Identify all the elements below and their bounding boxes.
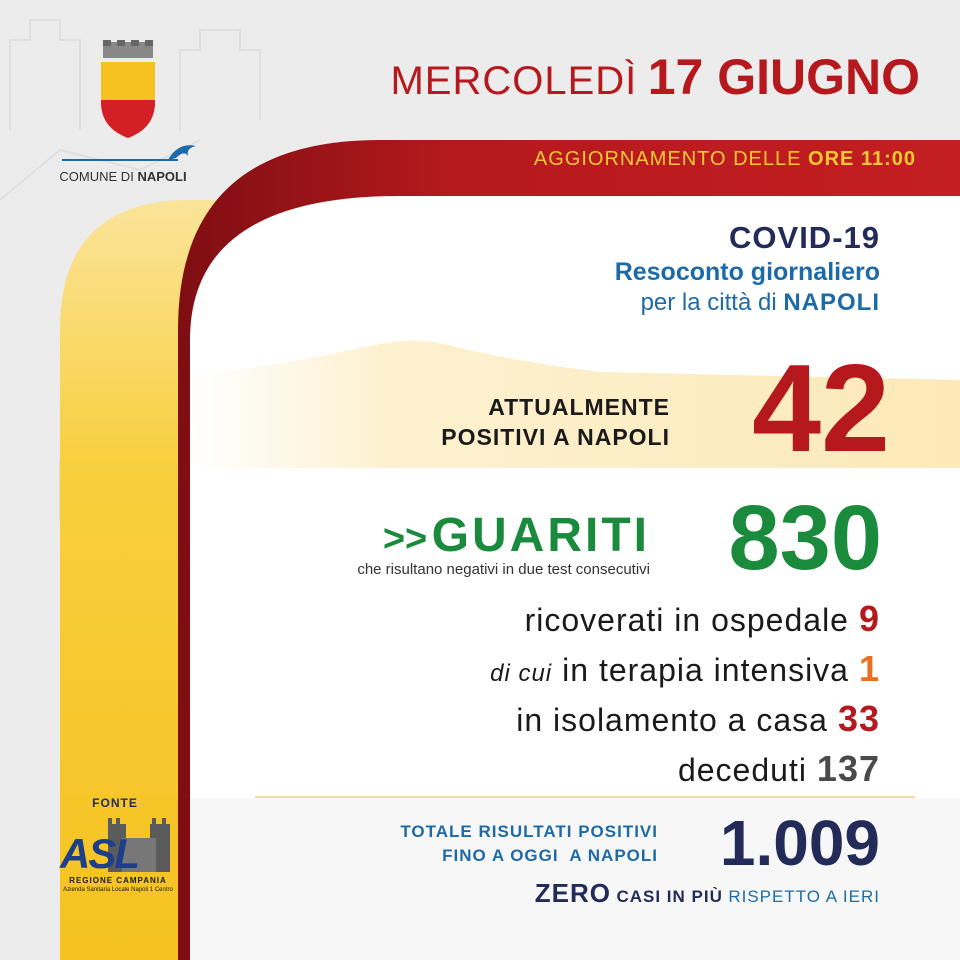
stat-ricoverati-value: 9 xyxy=(858,598,880,639)
update-prefix: AGGIORNAMENTO DELLE xyxy=(533,148,802,170)
footer-mid: CASI IN PIÙ xyxy=(616,887,723,906)
positivi-value: 42 xyxy=(752,340,890,478)
report-title xyxy=(420,220,880,317)
header-day: MERCOLEDÌ xyxy=(390,59,638,103)
positivi-label-line1: ATTUALMENTE xyxy=(488,394,670,420)
comune-logo xyxy=(58,138,208,182)
stat-isolamento-value: 33 xyxy=(837,698,880,739)
stat-ricoverati-label: ricoverati in ospedale xyxy=(524,602,849,638)
coat-of-arms xyxy=(95,40,161,140)
stat-isolamento xyxy=(300,698,880,748)
title-city: NAPOLI xyxy=(783,289,880,316)
title-covid: COVID-19 xyxy=(729,220,880,255)
header-date-value: 17 GIUGNO xyxy=(647,49,920,105)
footer-note xyxy=(380,878,880,909)
totale-value: 1.009 xyxy=(719,807,880,879)
guariti-arrows: >> xyxy=(382,518,428,560)
totale-label-line1: TOTALE RISULTATI POSITIVI xyxy=(400,822,658,841)
update-time xyxy=(420,148,916,171)
asl-logo-text: ASL xyxy=(60,830,138,877)
wave-icon xyxy=(58,138,208,164)
guariti-label: GUARITI xyxy=(431,509,650,562)
shield-icon xyxy=(95,40,161,140)
stats-list xyxy=(300,598,880,798)
update-value: ORE 11:00 xyxy=(808,148,916,170)
asl-agency: Azienda Sanitaria Locale Napoli 1 Centro xyxy=(63,887,173,893)
header-date xyxy=(270,48,920,108)
title-city-prefix: per la città di xyxy=(640,289,777,316)
totale-label-line2: FINO A OGGI A NAPOLI xyxy=(442,846,658,865)
title-resoconto: Resoconto giornaliero xyxy=(614,258,880,286)
stat-terapia-label: in terapia intensiva xyxy=(562,652,849,688)
title-city-line xyxy=(420,289,880,317)
stat-ricoverati xyxy=(300,598,880,648)
stat-deceduti-value: 137 xyxy=(816,748,880,789)
guariti-block xyxy=(230,508,650,578)
fonte-label: FONTE xyxy=(92,796,138,810)
stat-terapia-value: 1 xyxy=(858,648,880,689)
stat-deceduti-label: deceduti xyxy=(677,752,807,788)
stat-deceduti xyxy=(300,748,880,798)
positivi-label xyxy=(340,392,670,452)
footer-zero: ZERO xyxy=(534,878,611,908)
asl-region: REGIONE CAMPANIA xyxy=(69,876,167,885)
guariti-sub: che risultano negativi in due test consecutivi xyxy=(357,561,650,578)
stat-terapia-prefix: di cui xyxy=(490,660,553,687)
stat-isolamento-label: in isolamento a casa xyxy=(516,702,828,738)
positivi-label-line2: POSITIVI A NAPOLI xyxy=(441,424,670,450)
guariti-value: 830 xyxy=(728,487,882,589)
footer-end: RISPETTO A IERI xyxy=(728,887,880,906)
comune-city: NAPOLI xyxy=(137,169,187,184)
totale-label xyxy=(300,820,658,868)
asl-logo xyxy=(56,816,180,896)
comune-prefix: COMUNE DI xyxy=(59,169,134,184)
stat-terapia xyxy=(300,648,880,698)
